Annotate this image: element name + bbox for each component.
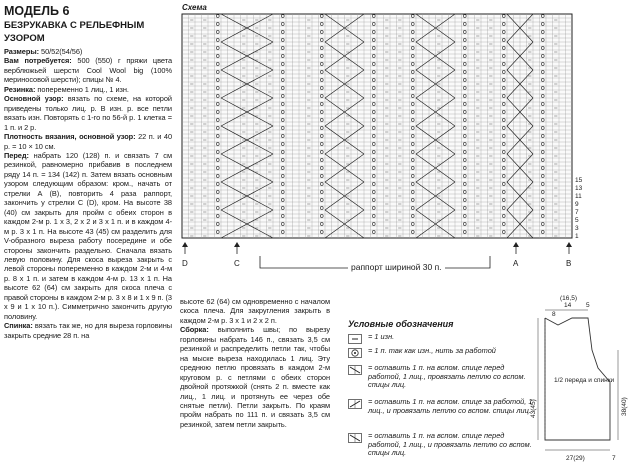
schematic-measure-top-d: 5 [586,302,590,309]
paragraph-heading: Плотность вязания, основной узор: [4,132,136,142]
schematic-measure-top-a: (16,5) [560,295,577,302]
arrow-label: D [182,259,188,268]
paragraph-text: 500 (550) г пряжи цвета верблюжьей шерсти Cool Wool big (100% мериносовой шерсти); спицы № 4. [4,56,172,85]
row-number: 11 [575,193,582,200]
paragraph-text: 22 п. и 40 р. = 10 × 10 см. [4,132,173,151]
paragraph-text: высоте 62 (64) см одновременно с началом скоса плеча. Для закругления закрыть в каждом 2-м р. 3 х 1 и 2 х 2 п. [180,297,330,325]
legend-item-text: = оставить 1 п. на вспом. спице перед работой, 1 лиц., провязать петлю со вспом. спицы лиц. [368,363,526,389]
chart-grid [182,14,572,238]
schematic-measure-left: 43(45) [530,399,537,418]
paragraph-heading: Спинка: [4,321,33,331]
legend-item [344,364,534,398]
paragraph-heading: Основной узор: [4,94,64,104]
model-title: МОДЕЛЬ 6 [4,4,70,18]
schematic-measure-top-b: 14 [564,302,572,309]
model-subtitle-line-2: УЗОРОМ [4,33,45,44]
paragraph-text: вязать по схеме, на которой приведены только лиц. р. В изн. р. все петли вязать изн. Повторять с 1-го по 56-й р. 1 клетка = 1 п. и 2 р. [4,94,173,132]
legend-item [344,347,534,364]
arrow-head-icon [182,242,188,247]
legend-item-text: = оставить 1 п. на вспом. спице перед работой, 1 лиц., и провязать петлю со вспом. спицы лиц. [368,431,532,457]
chart-caption: Схема [182,3,207,12]
paragraph-text: попеременно 1 лиц., 1 изн. [35,84,129,94]
legend-title: Условные обозначения [348,319,454,329]
legend-item-text: = оставить 1 п. на вспом. спице за работой, 1 лиц., и провязать петлю со вспом. спицы лиц. [368,397,533,415]
row-number: 7 [575,209,579,216]
cross-right-2-icon [348,365,362,375]
circle-target-icon [348,348,362,358]
rapport-label: раппорт шириной 30 п. [348,262,445,272]
cross-left-2-icon [348,399,362,409]
legend-item [344,333,534,347]
paragraph-text: набрать 120 (128) п. и связать 7 см резинкой, равномерно прибавив в последнем ряду 14 п. = 134 (142) п. Затем вязать основным узором следующим образом: кром., начать от стрелки А (В), повторить 4 раза раппорт, закончить у стрелки С (D), кром. На высоте 38 (40) см закрыть для пройм с обеих сторон в каждом 2-м р. 1 х 3, 2 х 2 и 3 х 1 п. и в каждом 4-м р. 3 х 1 п. На высоте 43 (45) см разделить для V-образного выреза работу посередине и обе стороны закончить раздельно. Сначала вязать левую половину. Для скоса выреза закрыть с левой стороны попеременно в каждом 2-м и 4-м р. 8 х 1 п. и затем в каждом 4-м р. 13 х 1 п. На высоте 62 (64) см закрыть для скоса плеча с правой стороны в каждом 2-м р. 3 х 8 и 1 х 9 п. (3 х 9 и 1 х 10 п.). Симметрично закончить другую половину. [4,150,172,321]
arrow-label: A [513,259,519,268]
row-number: 1 [575,233,579,240]
arrow-head-icon [566,242,572,247]
paragraph-heading: Вам потребуется: [4,56,72,66]
paragraph-heading: Перед: [4,150,29,160]
legend-item-text: = 1 изн. [368,332,395,341]
schematic-measure-top-c: 8 [552,311,556,318]
schematic-measure-bottom-b: 7 [612,455,616,462]
paragraph-text: выполнить швы; по вырезу горловины набрать 146 п., связать 3,5 см резинкой и распределить петли так, чтобы на мыске выреза находилась 1 лиц. Эту среднюю петлю провязать в каждом 2-м круговом р. с петлями с обеих сторон двойной протяжкой (снять 2 п. вместе как лиц., 1 лиц. и протянуть ее через обе снятые петли). Петли закрыть. По краям пройм набрать по 111 п. и связать 3,5 см резинкой, затем петли закрыть. [180,325,330,429]
paragraph-heading: Сборка: [180,325,209,335]
row-number: 15 [575,177,583,184]
cross-right-3-icon [348,433,362,443]
paragraph-text: 50/52(54/56) [39,47,83,56]
schematic-measure-right: 38(40) [621,397,628,416]
paragraph-heading: Резинка: [4,84,36,94]
arrow-label: B [566,259,572,268]
arrow-head-icon [234,242,240,247]
garment-schematic [530,290,640,470]
arrow-label: C [234,259,240,268]
legend-item [344,432,534,462]
legend-item-text: = 1 п. так как изн., нить за работой [368,346,496,355]
schematic-measure-bottom-a: 27(29) [566,455,585,462]
paragraph-heading: Размеры: [4,47,39,56]
row-number: 13 [575,185,583,192]
arrow-head-icon [513,242,519,247]
row-number: 5 [575,217,579,224]
paragraph-text: вязать так же, но для выреза горловины закрыть средние 28 п. на [4,321,172,340]
legend-item [344,398,534,432]
legend [344,333,534,462]
dash-icon [348,334,362,344]
schematic-label: 1/2 переда и спинки [554,377,615,384]
row-number: 3 [575,225,579,232]
model-subtitle-line-1: БЕЗРУКАВКА С РЕЛЬЕФНЫМ [4,20,145,31]
row-number: 9 [575,201,579,208]
